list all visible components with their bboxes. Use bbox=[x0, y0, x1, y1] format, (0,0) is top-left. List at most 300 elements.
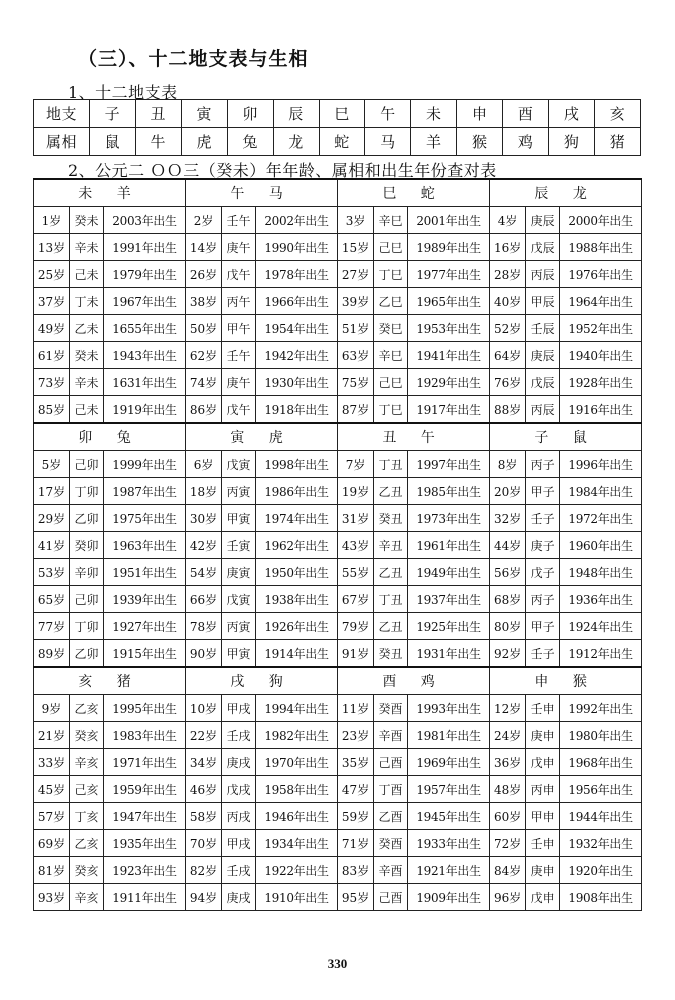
age-cell: 36岁 bbox=[490, 749, 526, 776]
zodiac-header-row bbox=[34, 423, 642, 451]
birth-year-cell: 1936年出生 bbox=[560, 586, 642, 613]
dizhi-table-subtitle: 1、十二地支表 bbox=[68, 83, 178, 102]
birth-year-cell: 1998年出生 bbox=[256, 451, 338, 478]
ganzhi-cell: 癸巳 bbox=[374, 315, 408, 342]
table-row bbox=[34, 288, 642, 315]
age-cell: 1岁 bbox=[34, 207, 70, 234]
age-cell: 77岁 bbox=[34, 613, 70, 640]
ganzhi-cell: 庚申 bbox=[526, 857, 560, 884]
ganzhi-cell: 庚戌 bbox=[222, 749, 256, 776]
birth-year-cell: 1911年出生 bbox=[104, 884, 186, 911]
ganzhi-cell: 戊午 bbox=[222, 261, 256, 288]
shuxiang-cell: 狗 bbox=[549, 128, 595, 156]
age-cell: 29岁 bbox=[34, 505, 70, 532]
birth-year-cell: 1985年出生 bbox=[408, 478, 490, 505]
birth-year-cell: 1948年出生 bbox=[560, 559, 642, 586]
birth-year-cell: 1989年出生 bbox=[408, 234, 490, 261]
zodiac-group-header: 辰 龙 bbox=[490, 179, 642, 207]
birth-year-cell: 1933年出生 bbox=[408, 830, 490, 857]
birth-year-cell: 1944年出生 bbox=[560, 803, 642, 830]
ganzhi-cell: 庚午 bbox=[222, 234, 256, 261]
shuxiang-cell: 猴 bbox=[457, 128, 503, 156]
age-cell: 8岁 bbox=[490, 451, 526, 478]
age-cell: 45岁 bbox=[34, 776, 70, 803]
ganzhi-cell: 丁巳 bbox=[374, 261, 408, 288]
birth-year-cell: 1931年出生 bbox=[408, 640, 490, 668]
birth-year-cell: 1976年出生 bbox=[560, 261, 642, 288]
zodiac-group-header: 酉 鸡 bbox=[338, 667, 490, 695]
table-row bbox=[34, 451, 642, 478]
table-row bbox=[34, 505, 642, 532]
ganzhi-cell: 丁丑 bbox=[374, 451, 408, 478]
age-cell: 78岁 bbox=[186, 613, 222, 640]
age-cell: 88岁 bbox=[490, 396, 526, 424]
birth-year-cell: 1940年出生 bbox=[560, 342, 642, 369]
age-cell: 34岁 bbox=[186, 749, 222, 776]
birth-year-cell: 1984年出生 bbox=[560, 478, 642, 505]
birth-year-cell: 1971年出生 bbox=[104, 749, 186, 776]
birth-year-cell: 1935年出生 bbox=[104, 830, 186, 857]
ganzhi-cell: 辛酉 bbox=[374, 857, 408, 884]
age-cell: 3岁 bbox=[338, 207, 374, 234]
age-cell: 82岁 bbox=[186, 857, 222, 884]
ganzhi-cell: 辛卯 bbox=[70, 559, 104, 586]
age-cell: 80岁 bbox=[490, 613, 526, 640]
age-zodiac-lookup-table bbox=[33, 178, 642, 911]
shuxiang-cell: 羊 bbox=[411, 128, 457, 156]
table-row bbox=[34, 532, 642, 559]
age-cell: 35岁 bbox=[338, 749, 374, 776]
birth-year-cell: 1929年出生 bbox=[408, 369, 490, 396]
table-row bbox=[34, 857, 642, 884]
shuxiang-row bbox=[34, 128, 641, 156]
age-cell: 89岁 bbox=[34, 640, 70, 668]
table-row bbox=[34, 803, 642, 830]
age-cell: 79岁 bbox=[338, 613, 374, 640]
birth-year-cell: 1919年出生 bbox=[104, 396, 186, 424]
birth-year-cell: 1942年出生 bbox=[256, 342, 338, 369]
age-cell: 70岁 bbox=[186, 830, 222, 857]
ganzhi-cell: 丙寅 bbox=[222, 613, 256, 640]
table-row bbox=[34, 749, 642, 776]
ganzhi-cell: 癸丑 bbox=[374, 505, 408, 532]
dizhi-table bbox=[33, 99, 641, 156]
zodiac-group-header: 午 马 bbox=[186, 179, 338, 207]
table-row bbox=[34, 369, 642, 396]
ganzhi-cell: 甲戌 bbox=[222, 695, 256, 722]
age-cell: 26岁 bbox=[186, 261, 222, 288]
age-cell: 25岁 bbox=[34, 261, 70, 288]
age-cell: 49岁 bbox=[34, 315, 70, 342]
ganzhi-cell: 甲子 bbox=[526, 613, 560, 640]
table-row bbox=[34, 261, 642, 288]
birth-year-cell: 1909年出生 bbox=[408, 884, 490, 911]
ganzhi-cell: 甲申 bbox=[526, 803, 560, 830]
ganzhi-cell: 庚戌 bbox=[222, 884, 256, 911]
ganzhi-cell: 癸丑 bbox=[374, 640, 408, 668]
ganzhi-cell: 乙酉 bbox=[374, 803, 408, 830]
age-cell: 64岁 bbox=[490, 342, 526, 369]
shuxiang-cell: 鼠 bbox=[89, 128, 135, 156]
birth-year-cell: 1988年出生 bbox=[560, 234, 642, 261]
birth-year-cell: 1982年出生 bbox=[256, 722, 338, 749]
ganzhi-cell: 戊申 bbox=[526, 749, 560, 776]
age-cell: 93岁 bbox=[34, 884, 70, 911]
birth-year-cell: 1958年出生 bbox=[256, 776, 338, 803]
ganzhi-cell: 乙亥 bbox=[70, 695, 104, 722]
dizhi-cell: 辰 bbox=[273, 100, 319, 128]
zodiac-group-header: 丑 午 bbox=[338, 423, 490, 451]
ganzhi-cell: 乙丑 bbox=[374, 613, 408, 640]
age-cell: 91岁 bbox=[338, 640, 374, 668]
ganzhi-cell: 己未 bbox=[70, 261, 104, 288]
age-cell: 50岁 bbox=[186, 315, 222, 342]
ganzhi-cell: 壬子 bbox=[526, 505, 560, 532]
table-row bbox=[34, 315, 642, 342]
birth-year-cell: 1916年出生 bbox=[560, 396, 642, 424]
zodiac-group-header: 寅 虎 bbox=[186, 423, 338, 451]
ganzhi-cell: 己巳 bbox=[374, 234, 408, 261]
ganzhi-cell: 甲戌 bbox=[222, 830, 256, 857]
table-row bbox=[34, 640, 642, 668]
age-cell: 87岁 bbox=[338, 396, 374, 424]
age-cell: 41岁 bbox=[34, 532, 70, 559]
ganzhi-cell: 辛亥 bbox=[70, 749, 104, 776]
age-cell: 67岁 bbox=[338, 586, 374, 613]
ganzhi-cell: 壬申 bbox=[526, 695, 560, 722]
age-cell: 63岁 bbox=[338, 342, 374, 369]
birth-year-cell: 1979年出生 bbox=[104, 261, 186, 288]
birth-year-cell: 1930年出生 bbox=[256, 369, 338, 396]
ganzhi-cell: 甲子 bbox=[526, 478, 560, 505]
shuxiang-cell: 牛 bbox=[135, 128, 181, 156]
ganzhi-cell: 戊辰 bbox=[526, 234, 560, 261]
shuxiang-cell: 虎 bbox=[181, 128, 227, 156]
ganzhi-cell: 丁亥 bbox=[70, 803, 104, 830]
dizhi-cell: 未 bbox=[411, 100, 457, 128]
age-cell: 28岁 bbox=[490, 261, 526, 288]
birth-year-cell: 1914年出生 bbox=[256, 640, 338, 668]
ganzhi-cell: 戊寅 bbox=[222, 451, 256, 478]
ganzhi-cell: 壬辰 bbox=[526, 315, 560, 342]
birth-year-cell: 1928年出生 bbox=[560, 369, 642, 396]
age-cell: 76岁 bbox=[490, 369, 526, 396]
ganzhi-cell: 己酉 bbox=[374, 749, 408, 776]
ganzhi-cell: 壬申 bbox=[526, 830, 560, 857]
ganzhi-cell: 乙亥 bbox=[70, 830, 104, 857]
birth-year-cell: 2000年出生 bbox=[560, 207, 642, 234]
age-cell: 21岁 bbox=[34, 722, 70, 749]
dizhi-row bbox=[34, 100, 641, 128]
birth-year-cell: 1962年出生 bbox=[256, 532, 338, 559]
age-cell: 81岁 bbox=[34, 857, 70, 884]
dizhi-cell: 申 bbox=[457, 100, 503, 128]
birth-year-cell: 1973年出生 bbox=[408, 505, 490, 532]
shuxiang-cell: 蛇 bbox=[319, 128, 365, 156]
birth-year-cell: 1934年出生 bbox=[256, 830, 338, 857]
ganzhi-cell: 丁酉 bbox=[374, 776, 408, 803]
dizhi-row-label: 地支 bbox=[34, 100, 90, 128]
ganzhi-cell: 庚子 bbox=[526, 532, 560, 559]
ganzhi-cell: 癸酉 bbox=[374, 830, 408, 857]
birth-year-cell: 1910年出生 bbox=[256, 884, 338, 911]
ganzhi-cell: 甲午 bbox=[222, 315, 256, 342]
birth-year-cell: 1921年出生 bbox=[408, 857, 490, 884]
birth-year-cell: 1943年出生 bbox=[104, 342, 186, 369]
ganzhi-cell: 丁丑 bbox=[374, 586, 408, 613]
table-row bbox=[34, 884, 642, 911]
birth-year-cell: 1991年出生 bbox=[104, 234, 186, 261]
zodiac-group-header: 巳 蛇 bbox=[338, 179, 490, 207]
age-cell: 95岁 bbox=[338, 884, 374, 911]
zodiac-header-row bbox=[34, 179, 642, 207]
age-cell: 72岁 bbox=[490, 830, 526, 857]
birth-year-cell: 1968年出生 bbox=[560, 749, 642, 776]
birth-year-cell: 1937年出生 bbox=[408, 586, 490, 613]
ganzhi-cell: 癸未 bbox=[70, 207, 104, 234]
ganzhi-cell: 丙申 bbox=[526, 776, 560, 803]
age-cell: 59岁 bbox=[338, 803, 374, 830]
age-cell: 12岁 bbox=[490, 695, 526, 722]
age-cell: 54岁 bbox=[186, 559, 222, 586]
age-cell: 55岁 bbox=[338, 559, 374, 586]
age-cell: 56岁 bbox=[490, 559, 526, 586]
ganzhi-cell: 庚寅 bbox=[222, 559, 256, 586]
age-cell: 40岁 bbox=[490, 288, 526, 315]
lookup-table-subtitle: 2、公元二 ＯＯ三（癸未）年年龄、属相和出生年份查对表 bbox=[68, 161, 497, 180]
birth-year-cell: 1981年出生 bbox=[408, 722, 490, 749]
table-row bbox=[34, 695, 642, 722]
age-cell: 23岁 bbox=[338, 722, 374, 749]
birth-year-cell: 1950年出生 bbox=[256, 559, 338, 586]
birth-year-cell: 1912年出生 bbox=[560, 640, 642, 668]
dizhi-cell: 卯 bbox=[227, 100, 273, 128]
ganzhi-cell: 乙丑 bbox=[374, 478, 408, 505]
ganzhi-cell: 壬午 bbox=[222, 207, 256, 234]
age-cell: 2岁 bbox=[186, 207, 222, 234]
birth-year-cell: 1997年出生 bbox=[408, 451, 490, 478]
ganzhi-cell: 乙卯 bbox=[70, 505, 104, 532]
age-cell: 62岁 bbox=[186, 342, 222, 369]
dizhi-cell: 戌 bbox=[549, 100, 595, 128]
birth-year-cell: 1951年出生 bbox=[104, 559, 186, 586]
birth-year-cell: 1957年出生 bbox=[408, 776, 490, 803]
birth-year-cell: 1960年出生 bbox=[560, 532, 642, 559]
ganzhi-cell: 己亥 bbox=[70, 776, 104, 803]
ganzhi-cell: 乙丑 bbox=[374, 559, 408, 586]
shuxiang-cell: 兔 bbox=[227, 128, 273, 156]
age-cell: 22岁 bbox=[186, 722, 222, 749]
birth-year-cell: 2003年出生 bbox=[104, 207, 186, 234]
ganzhi-cell: 丙辰 bbox=[526, 261, 560, 288]
ganzhi-cell: 癸亥 bbox=[70, 857, 104, 884]
ganzhi-cell: 戊午 bbox=[222, 396, 256, 424]
birth-year-cell: 1923年出生 bbox=[104, 857, 186, 884]
age-cell: 27岁 bbox=[338, 261, 374, 288]
birth-year-cell: 1631年出生 bbox=[104, 369, 186, 396]
birth-year-cell: 1915年出生 bbox=[104, 640, 186, 668]
birth-year-cell: 1939年出生 bbox=[104, 586, 186, 613]
zodiac-group-header: 戌 狗 bbox=[186, 667, 338, 695]
age-cell: 38岁 bbox=[186, 288, 222, 315]
ganzhi-cell: 癸酉 bbox=[374, 695, 408, 722]
shuxiang-row-label: 属相 bbox=[34, 128, 90, 156]
birth-year-cell: 1949年出生 bbox=[408, 559, 490, 586]
ganzhi-cell: 己卯 bbox=[70, 451, 104, 478]
birth-year-cell: 1924年出生 bbox=[560, 613, 642, 640]
table-row bbox=[34, 478, 642, 505]
table-row bbox=[34, 234, 642, 261]
age-cell: 96岁 bbox=[490, 884, 526, 911]
birth-year-cell: 1990年出生 bbox=[256, 234, 338, 261]
table-row bbox=[34, 613, 642, 640]
birth-year-cell: 1959年出生 bbox=[104, 776, 186, 803]
age-cell: 32岁 bbox=[490, 505, 526, 532]
age-cell: 92岁 bbox=[490, 640, 526, 668]
ganzhi-cell: 辛酉 bbox=[374, 722, 408, 749]
ganzhi-cell: 丁卯 bbox=[70, 478, 104, 505]
age-cell: 90岁 bbox=[186, 640, 222, 668]
ganzhi-cell: 己卯 bbox=[70, 586, 104, 613]
ganzhi-cell: 壬戌 bbox=[222, 722, 256, 749]
table-row bbox=[34, 559, 642, 586]
shuxiang-cell: 鸡 bbox=[503, 128, 549, 156]
ganzhi-cell: 辛亥 bbox=[70, 884, 104, 911]
ganzhi-cell: 癸亥 bbox=[70, 722, 104, 749]
age-cell: 83岁 bbox=[338, 857, 374, 884]
table-row bbox=[34, 722, 642, 749]
dizhi-cell: 寅 bbox=[181, 100, 227, 128]
ganzhi-cell: 辛未 bbox=[70, 369, 104, 396]
shuxiang-cell: 龙 bbox=[273, 128, 319, 156]
birth-year-cell: 1977年出生 bbox=[408, 261, 490, 288]
age-cell: 5岁 bbox=[34, 451, 70, 478]
ganzhi-cell: 己巳 bbox=[374, 369, 408, 396]
birth-year-cell: 1978年出生 bbox=[256, 261, 338, 288]
age-cell: 65岁 bbox=[34, 586, 70, 613]
ganzhi-cell: 丙子 bbox=[526, 451, 560, 478]
ganzhi-cell: 丙子 bbox=[526, 586, 560, 613]
birth-year-cell: 1993年出生 bbox=[408, 695, 490, 722]
ganzhi-cell: 庚辰 bbox=[526, 207, 560, 234]
ganzhi-cell: 戊申 bbox=[526, 884, 560, 911]
birth-year-cell: 1947年出生 bbox=[104, 803, 186, 830]
ganzhi-cell: 壬戌 bbox=[222, 857, 256, 884]
age-cell: 17岁 bbox=[34, 478, 70, 505]
age-cell: 47岁 bbox=[338, 776, 374, 803]
zodiac-group-header: 子 鼠 bbox=[490, 423, 642, 451]
zodiac-group-header: 亥 猪 bbox=[34, 667, 186, 695]
birth-year-cell: 1961年出生 bbox=[408, 532, 490, 559]
age-cell: 43岁 bbox=[338, 532, 374, 559]
birth-year-cell: 1927年出生 bbox=[104, 613, 186, 640]
birth-year-cell: 2001年出生 bbox=[408, 207, 490, 234]
age-cell: 7岁 bbox=[338, 451, 374, 478]
birth-year-cell: 1980年出生 bbox=[560, 722, 642, 749]
birth-year-cell: 1908年出生 bbox=[560, 884, 642, 911]
ganzhi-cell: 庚午 bbox=[222, 369, 256, 396]
ganzhi-cell: 丙戌 bbox=[222, 803, 256, 830]
age-cell: 75岁 bbox=[338, 369, 374, 396]
age-cell: 9岁 bbox=[34, 695, 70, 722]
birth-year-cell: 1938年出生 bbox=[256, 586, 338, 613]
age-cell: 60岁 bbox=[490, 803, 526, 830]
dizhi-cell: 巳 bbox=[319, 100, 365, 128]
birth-year-cell: 1945年出生 bbox=[408, 803, 490, 830]
age-cell: 42岁 bbox=[186, 532, 222, 559]
age-cell: 66岁 bbox=[186, 586, 222, 613]
ganzhi-cell: 壬寅 bbox=[222, 532, 256, 559]
age-cell: 53岁 bbox=[34, 559, 70, 586]
birth-year-cell: 1655年出生 bbox=[104, 315, 186, 342]
ganzhi-cell: 乙未 bbox=[70, 315, 104, 342]
birth-year-cell: 1941年出生 bbox=[408, 342, 490, 369]
birth-year-cell: 1970年出生 bbox=[256, 749, 338, 776]
ganzhi-cell: 癸未 bbox=[70, 342, 104, 369]
birth-year-cell: 1995年出生 bbox=[104, 695, 186, 722]
ganzhi-cell: 庚申 bbox=[526, 722, 560, 749]
dizhi-cell: 午 bbox=[365, 100, 411, 128]
birth-year-cell: 1963年出生 bbox=[104, 532, 186, 559]
age-cell: 33岁 bbox=[34, 749, 70, 776]
birth-year-cell: 1926年出生 bbox=[256, 613, 338, 640]
age-cell: 31岁 bbox=[338, 505, 374, 532]
birth-year-cell: 1932年出生 bbox=[560, 830, 642, 857]
age-cell: 73岁 bbox=[34, 369, 70, 396]
ganzhi-cell: 辛巳 bbox=[374, 207, 408, 234]
age-cell: 57岁 bbox=[34, 803, 70, 830]
age-cell: 4岁 bbox=[490, 207, 526, 234]
zodiac-group-header: 未 羊 bbox=[34, 179, 186, 207]
page-number: 330 bbox=[327, 956, 348, 971]
ganzhi-cell: 乙巳 bbox=[374, 288, 408, 315]
ganzhi-cell: 乙卯 bbox=[70, 640, 104, 668]
birth-year-cell: 1994年出生 bbox=[256, 695, 338, 722]
zodiac-group-header: 卯 兔 bbox=[34, 423, 186, 451]
table-row bbox=[34, 396, 642, 424]
age-cell: 44岁 bbox=[490, 532, 526, 559]
birth-year-cell: 1953年出生 bbox=[408, 315, 490, 342]
ganzhi-cell: 戊寅 bbox=[222, 586, 256, 613]
table-row bbox=[34, 586, 642, 613]
age-cell: 6岁 bbox=[186, 451, 222, 478]
birth-year-cell: 1999年出生 bbox=[104, 451, 186, 478]
birth-year-cell: 1964年出生 bbox=[560, 288, 642, 315]
age-cell: 71岁 bbox=[338, 830, 374, 857]
birth-year-cell: 1974年出生 bbox=[256, 505, 338, 532]
birth-year-cell: 1954年出生 bbox=[256, 315, 338, 342]
ganzhi-cell: 壬子 bbox=[526, 640, 560, 668]
age-cell: 19岁 bbox=[338, 478, 374, 505]
birth-year-cell: 1965年出生 bbox=[408, 288, 490, 315]
age-cell: 58岁 bbox=[186, 803, 222, 830]
ganzhi-cell: 甲寅 bbox=[222, 640, 256, 668]
birth-year-cell: 1969年出生 bbox=[408, 749, 490, 776]
table-row bbox=[34, 342, 642, 369]
age-cell: 24岁 bbox=[490, 722, 526, 749]
ganzhi-cell: 戊戌 bbox=[222, 776, 256, 803]
age-cell: 69岁 bbox=[34, 830, 70, 857]
age-cell: 61岁 bbox=[34, 342, 70, 369]
age-cell: 13岁 bbox=[34, 234, 70, 261]
birth-year-cell: 1952年出生 bbox=[560, 315, 642, 342]
birth-year-cell: 1956年出生 bbox=[560, 776, 642, 803]
zodiac-header-row bbox=[34, 667, 642, 695]
age-cell: 74岁 bbox=[186, 369, 222, 396]
birth-year-cell: 1967年出生 bbox=[104, 288, 186, 315]
birth-year-cell: 1983年出生 bbox=[104, 722, 186, 749]
ganzhi-cell: 辛未 bbox=[70, 234, 104, 261]
